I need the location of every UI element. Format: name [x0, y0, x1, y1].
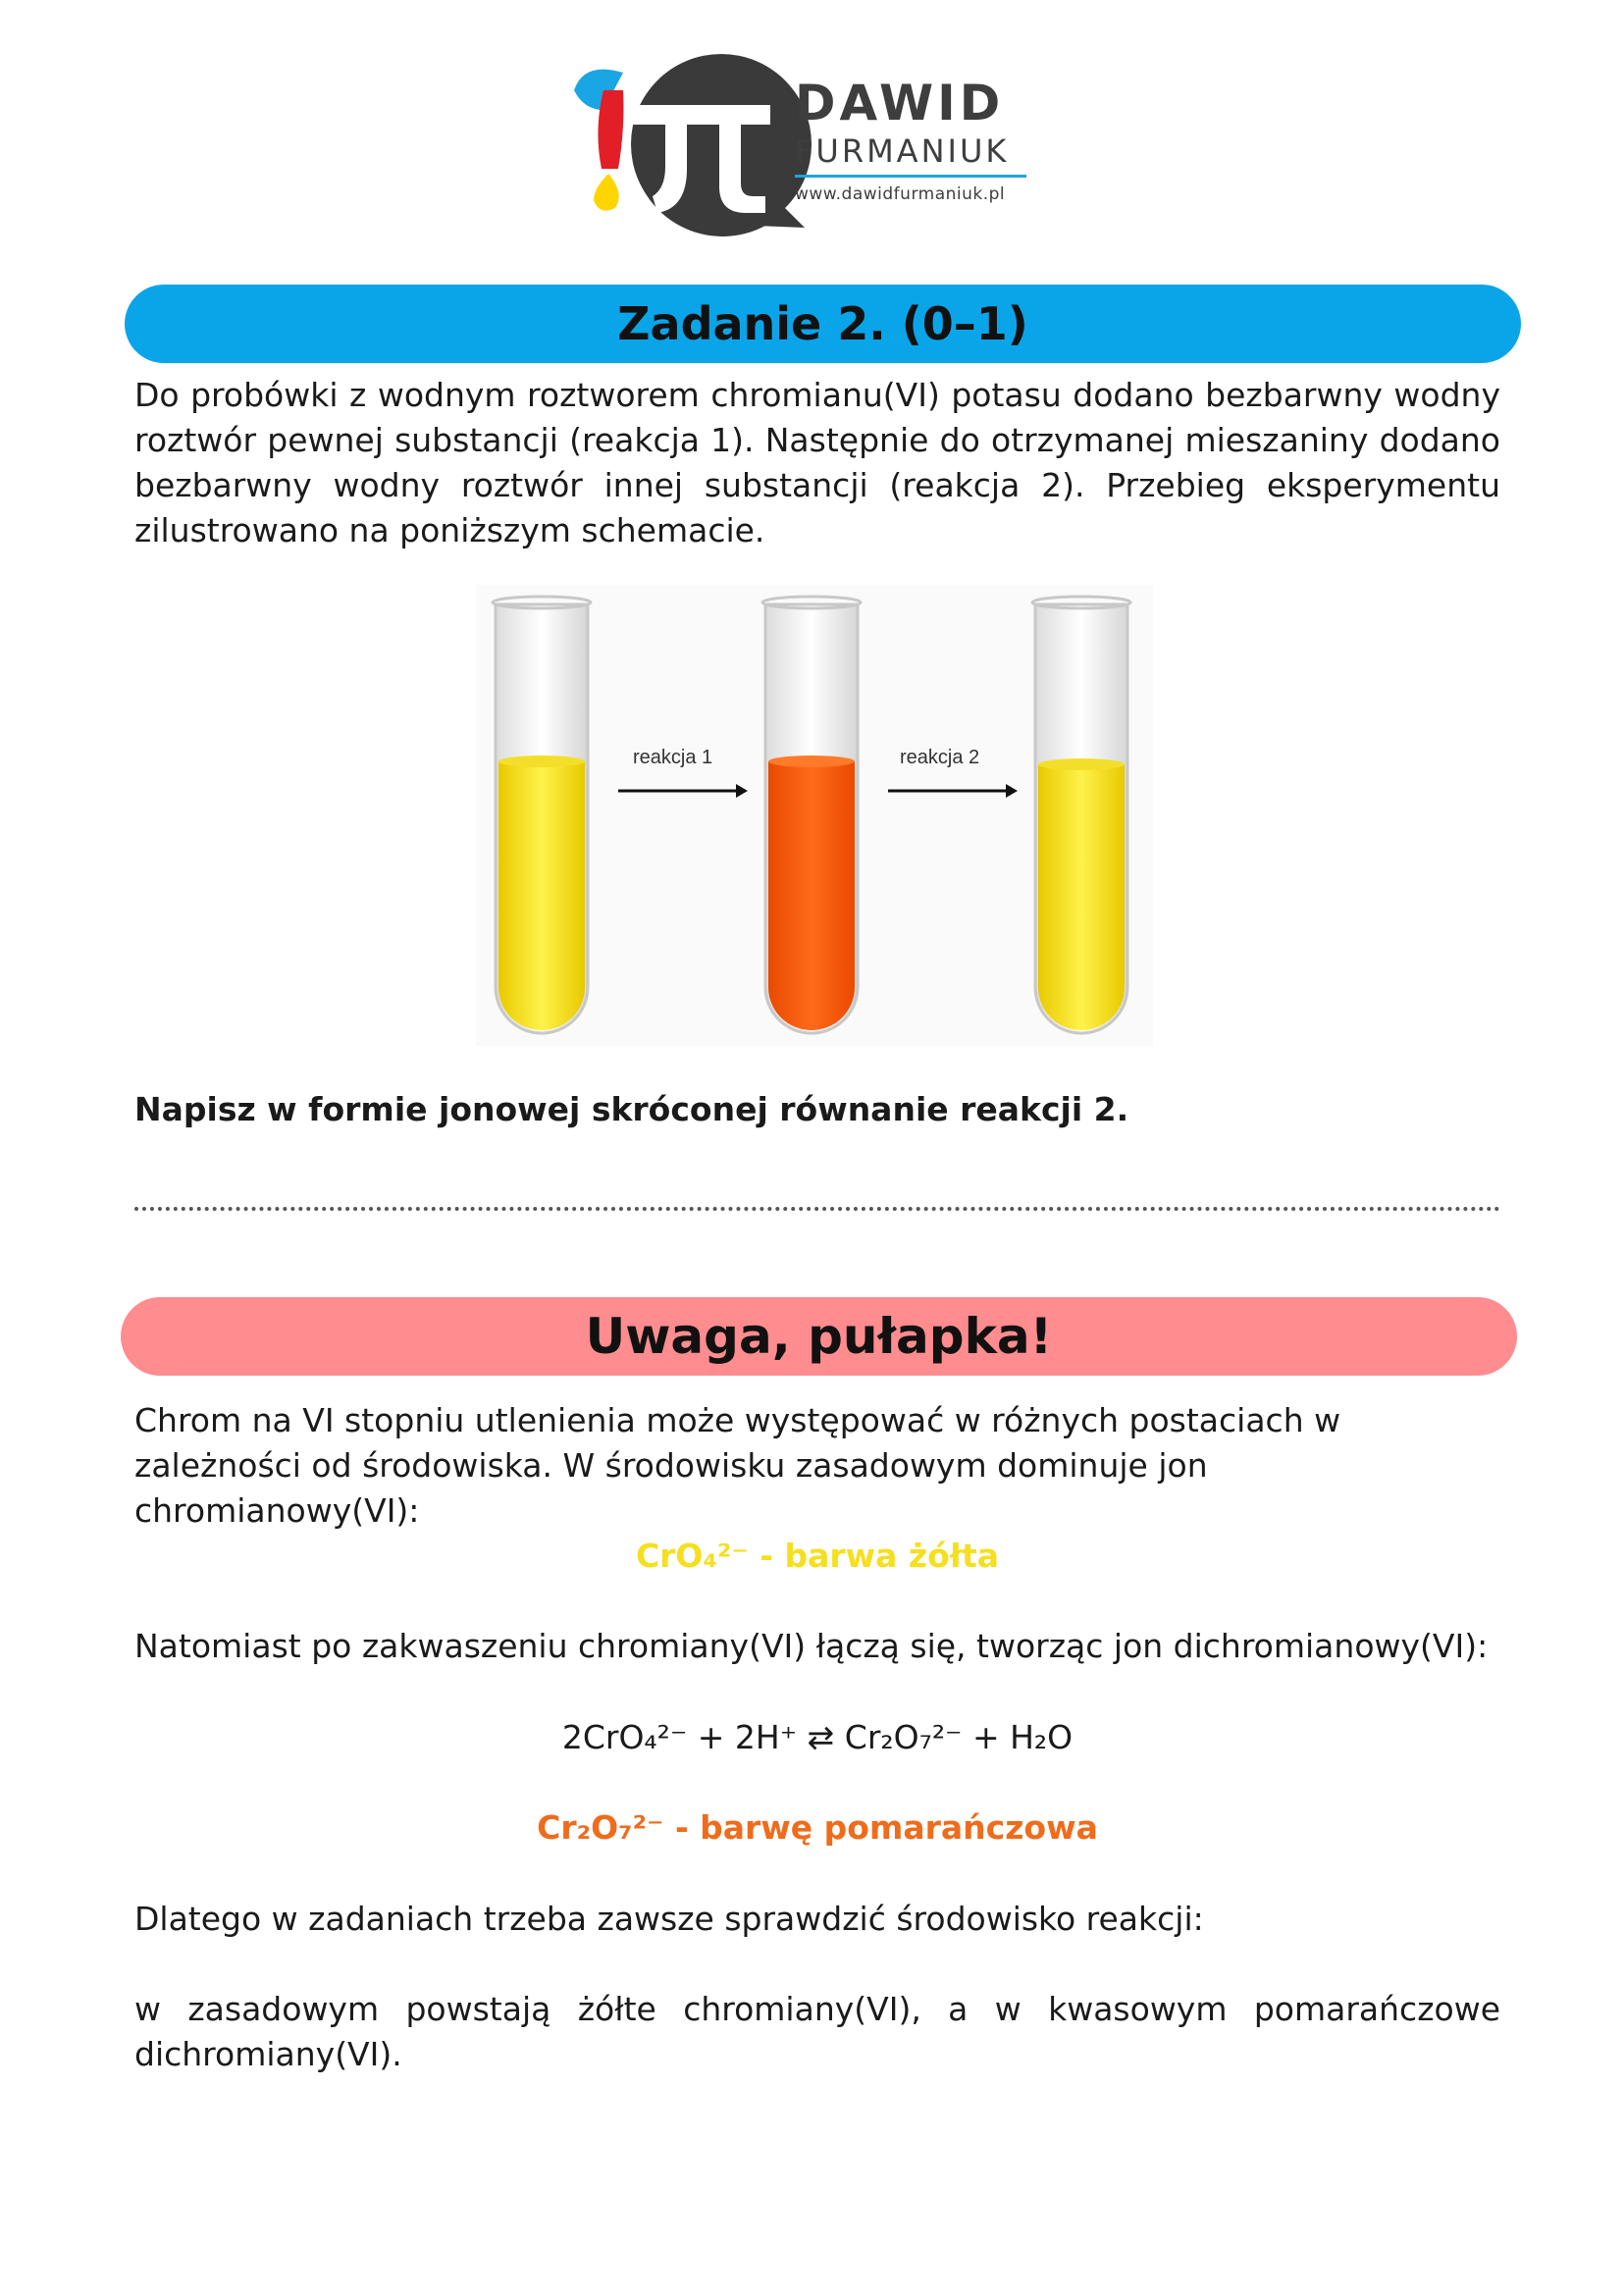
task-intro: Do probówki z wodnym roztworem chromianu(VI) potasu dodano bezbarwny wodny roztwór pewnej substancji (reakcja 1). Następnie do otrzymanej mieszaniny dodano bezbarwny wodny roztwór innej substancji (reakcja 2). Przebieg eksperymentu zilustrowano na poniższym schemacie. — [134, 376, 1500, 549]
logo-red-shape — [598, 90, 623, 169]
equilibrium-equation: 2CrO₄²⁻ + 2H⁺ ⇄ Cr₂O₇²⁻ + H₂O — [561, 1718, 1074, 1756]
task-title-banner — [125, 285, 1521, 363]
test-tube-1 — [493, 597, 591, 1033]
brand-underline — [795, 175, 1026, 178]
answer-line[interactable] — [134, 1207, 1500, 1211]
task-instruction: Napisz w formie jonowej skróconej równanie reakcji 2. — [134, 1090, 1129, 1128]
test-tube-figure — [476, 585, 1153, 1046]
warning-title-banner — [121, 1297, 1517, 1376]
logo-yellow-drop — [594, 174, 619, 211]
dichromate-formula: Cr₂O₇²⁻ - barwę pomarańczowa — [537, 1808, 1098, 1847]
warning-paragraph-1: Chrom na VI stopniu utlenienia może występować w różnych postaciach w zależności od środowiska. W środowisku zasadowym dominuje jon chromianowy(VI): — [134, 1401, 1341, 1530]
warning-paragraph-4: w zasadowym powstają żółte chromiany(VI), a w kwasowym pomarańczowe dichromiany(VI). — [134, 1990, 1500, 2073]
arrow2-label: reakcja 2 — [900, 747, 980, 768]
brand-url: www.dawidfurmaniuk.pl — [795, 184, 1006, 204]
brand-name: DAWID — [795, 75, 1005, 131]
chromate-formula: CrO₄²⁻ - barwa żółta — [635, 1537, 1000, 1575]
brand-surname: FURMANIUK — [795, 132, 1010, 170]
warning-paragraph-3: Dlatego w zadaniach trzeba zawsze sprawdzić środowisko reakcji: — [134, 1900, 1204, 1938]
arrow1-label: reakcja 1 — [633, 747, 713, 768]
warning-title: Uwaga, pułapka! — [585, 1308, 1053, 1365]
task-title: Zadanie 2. (0–1) — [617, 297, 1028, 350]
warning-paragraph-2: Natomiast po zakwaszeniu chromiany(VI) łączą się, tworząc jon dichromianowy(VI): — [134, 1627, 1489, 1665]
test-tube-3 — [1032, 597, 1130, 1033]
test-tube-2 — [762, 597, 861, 1033]
